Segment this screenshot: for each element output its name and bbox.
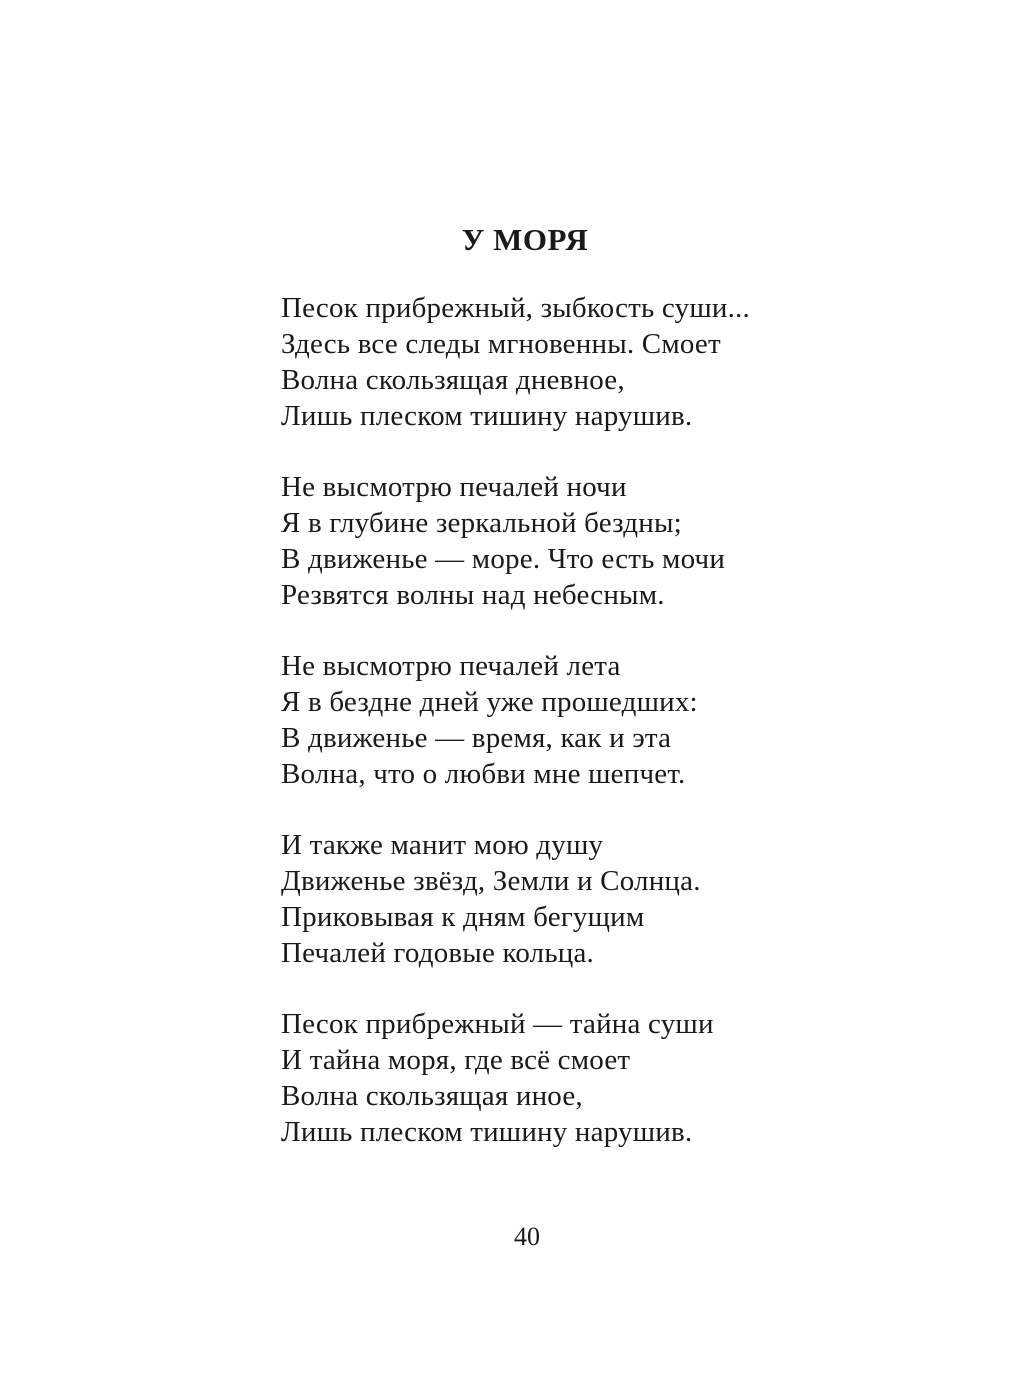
poem-line: Не высмотрю печалей лета <box>281 650 621 682</box>
poem-line: Печалей годовые кольца. <box>281 937 594 969</box>
poem-line: Лишь плеском тишину нарушив. <box>281 400 693 432</box>
poem-line: В движенье — море. Что есть мочи <box>281 543 726 575</box>
poem-line: В движенье — время, как и эта <box>281 722 672 754</box>
poem-line: И также манит мою душу <box>281 829 604 861</box>
poem-line: Лишь плеском тишину нарушив. <box>281 1116 693 1148</box>
page-number: 40 <box>514 1222 540 1251</box>
poem-line: Песок прибрежный, зыбкость суши... <box>281 292 750 324</box>
poem-line: Волна скользящая дневное, <box>281 364 625 396</box>
poem-title: У МОРЯ <box>461 222 589 257</box>
poem-body <box>281 290 981 1185</box>
stanza <box>281 827 981 971</box>
stanza <box>281 469 981 613</box>
poem-line: Волна, что о любви мне шепчет. <box>281 758 686 790</box>
poem-line: Здесь все следы мгновенны. Смоет <box>281 328 721 360</box>
poem-line: Волна скользящая иное, <box>281 1080 583 1112</box>
poem-line: Я в бездне дней уже прошедших: <box>281 686 698 718</box>
poem-line: Не высмотрю печалей ночи <box>281 471 627 503</box>
poem-line: И тайна моря, где всё смоет <box>281 1044 631 1076</box>
poem-line: Я в глубине зеркальной бездны; <box>281 507 682 539</box>
stanza <box>281 648 981 792</box>
stanza <box>281 1006 981 1150</box>
poem-line: Песок прибрежный — тайна суши <box>281 1008 714 1040</box>
poem-line: Приковывая к дням бегущим <box>281 901 645 933</box>
poem-line: Резвятся волны над небесным. <box>281 579 665 611</box>
stanza <box>281 290 981 434</box>
poem-line: Движенье звёзд, Земли и Солнца. <box>281 865 701 897</box>
